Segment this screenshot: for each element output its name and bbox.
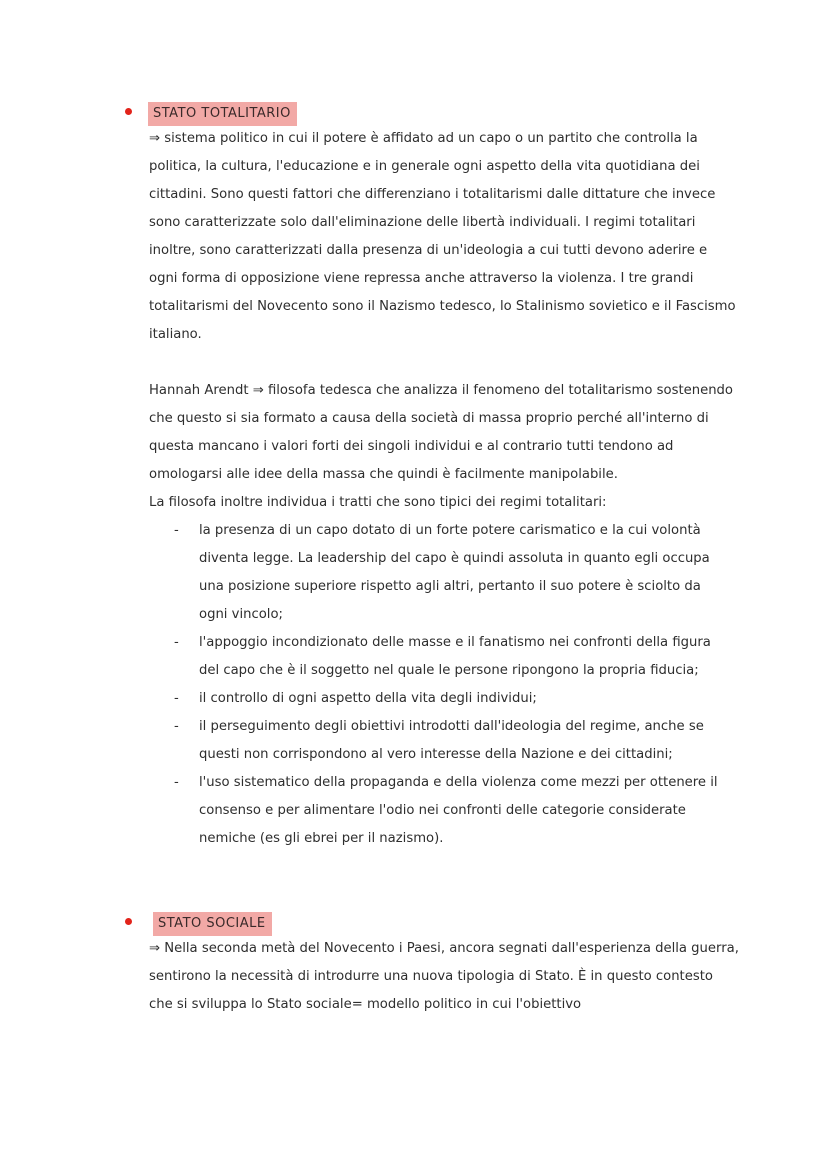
list-item-text: l'uso sistematico della propaganda e della violenza come mezzi per ottenere il consenso e per alimentare l'odio nei confronti delle categorie considerate nemiche (es gli ebrei per il nazismo). <box>199 775 718 846</box>
bullet-icon <box>125 108 132 115</box>
list-item-text: l'appoggio incondizionato delle masse e il fanatismo nei confronti della figura del capo che è il soggetto nel quale le persone ripongono la propria fiducia; <box>199 635 711 678</box>
section-heading-stato-totalitario: STATO TOTALITARIO <box>148 102 297 126</box>
stato-totalitario-body <box>149 125 739 853</box>
stato-sociale-definition: ⇒ Nella seconda metà del Novecento i Paesi, ancora segnati dall'esperienza della guerra, sentirono la necessità di introdurre una nuova tipologia di Stato. È in questo contesto che si sviluppa lo Stato sociale= modello politico in cui l'obiettivo <box>149 941 739 1012</box>
list-item <box>149 629 719 685</box>
arendt-paragraph: Hannah Arendt ⇒ filosofa tedesca che analizza il fenomeno del totalitarismo sostenendo che questo si sia formato a causa della società di massa proprio perché all'interno di questa mancano i valori forti dei singoli individui e al contrario tutti tendono ad omologarsi alle idee della massa che quindi è facilmente manipolabile. <box>149 383 733 482</box>
dash-marker: - <box>174 523 179 538</box>
dash-marker: - <box>174 691 179 706</box>
dash-marker: - <box>174 635 179 650</box>
dash-marker: - <box>174 719 179 734</box>
traits-intro: La filosofa inoltre individua i tratti che sono tipici dei regimi totalitari: <box>149 495 607 510</box>
list-item-text: la presenza di un capo dotato di un forte potere carismatico e la cui volontà diventa legge. La leadership del capo è quindi assoluta in quanto egli occupa una posizione superiore rispetto agli altri, pertanto il suo potere è sciolto da ogni vincolo; <box>199 523 710 622</box>
dash-marker: - <box>174 775 179 790</box>
stato-totalitario-definition: ⇒ sistema politico in cui il potere è affidato ad un capo o un partito che controlla la politica, la cultura, l'educazione e in generale ogni aspetto della vita quotidiana dei cittadini. Sono questi fattori che differenziano i totalitarismi dalle dittature che invece sono caratterizzate solo dall'eliminazione delle libertà individuali. I regimi totalitari inoltre, sono caratterizzati dalla presenza di un'ideologia a cui tutti devono aderire e ogni forma di opposizione viene repressa anche attraverso la violenza. I tre grandi totalitarismi del Novecento sono il Nazismo tedesco, lo Stalinismo sovietico e il Fascismo italiano. <box>149 131 736 342</box>
list-item-text: il controllo di ogni aspetto della vita degli individui; <box>199 691 537 706</box>
list-item-text: il perseguimento degli obiettivi introdotti dall'ideologia del regime, anche se questi non corrispondono al vero interesse della Nazione e dei cittadini; <box>199 719 704 762</box>
list-item <box>149 517 719 629</box>
bullet-icon <box>125 918 132 925</box>
section-heading-stato-sociale: STATO SOCIALE <box>153 912 272 936</box>
paragraph-gap <box>149 349 739 377</box>
totalitarian-traits-list <box>149 517 739 853</box>
list-item <box>149 769 719 853</box>
stato-sociale-body <box>149 935 739 1019</box>
list-item <box>149 685 719 713</box>
list-item <box>149 713 719 769</box>
